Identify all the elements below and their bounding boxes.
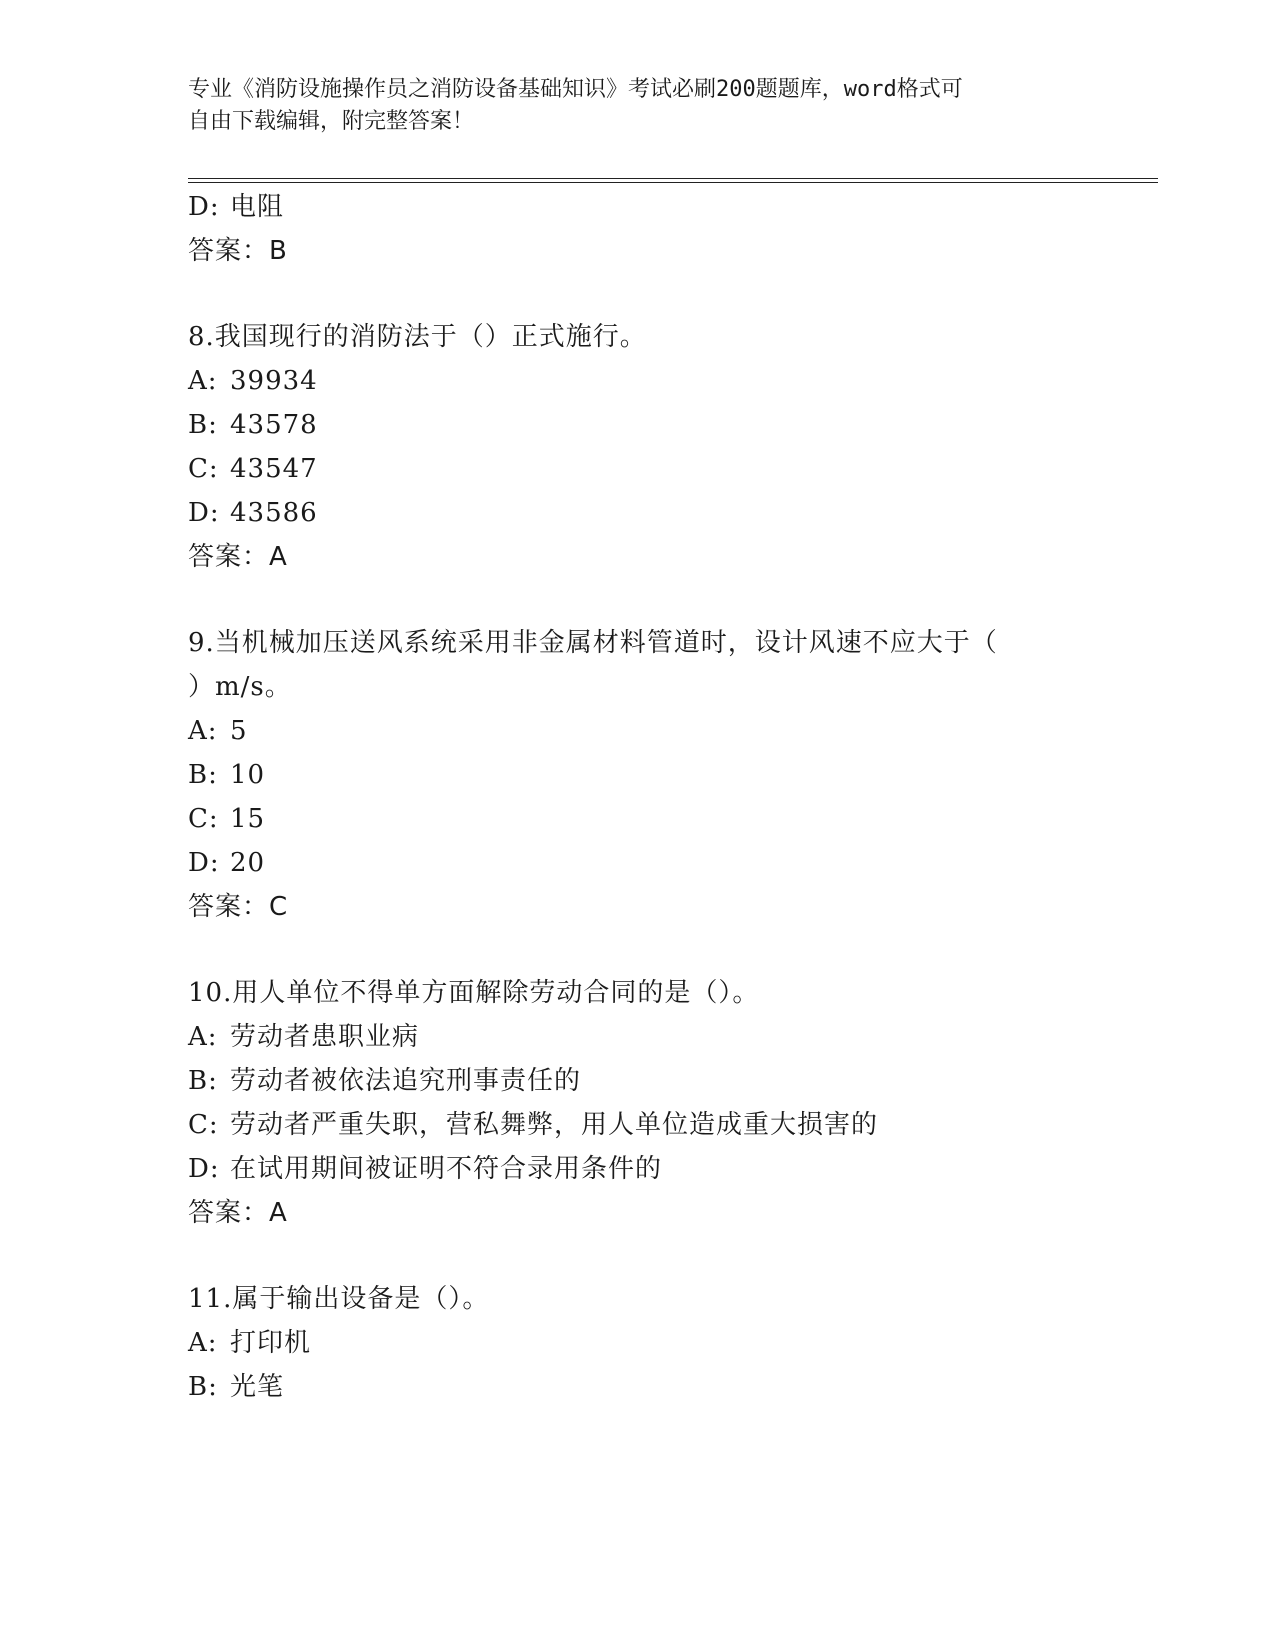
document-header xyxy=(188,74,1068,138)
header-title-line-1: 专业《消防设施操作员之消防设备基础知识》考试必刷200题题库，word格式可 xyxy=(188,77,963,102)
question-10-option-d xyxy=(188,1152,662,1186)
header-divider-bottom xyxy=(188,182,1158,183)
option-text: 在试用期间被证明不符合录用条件的 xyxy=(230,1154,663,1184)
question-10-stem: 10.用人单位不得单方面解除劳动合同的是（）。 xyxy=(188,978,760,1008)
question-10-option-c xyxy=(188,1108,878,1142)
question-8-option-d xyxy=(188,496,318,530)
question-8-stem: 8.我国现行的消防法于（）正式施行。 xyxy=(188,322,647,352)
question-9-option-a xyxy=(188,714,248,748)
option-text: 43547 xyxy=(230,454,318,484)
option-text: 15 xyxy=(230,804,266,834)
option-key: A: xyxy=(188,1328,218,1358)
option-key: D: xyxy=(188,192,220,222)
prev-answer: 答案：B xyxy=(188,236,288,266)
question-9-option-d xyxy=(188,846,265,880)
option-key: A: xyxy=(188,716,218,746)
option-text: 劳动者患职业病 xyxy=(230,1022,420,1052)
option-text: 39934 xyxy=(230,366,318,396)
option-text: 光笔 xyxy=(230,1372,285,1402)
option-key: C: xyxy=(188,1110,219,1140)
option-key: B: xyxy=(188,410,218,440)
question-11-stem: 11.属于输出设备是（）。 xyxy=(188,1284,490,1314)
option-key: B: xyxy=(188,1372,218,1402)
option-key: D: xyxy=(188,848,220,878)
option-key: D: xyxy=(188,1154,220,1184)
question-9-answer: 答案：C xyxy=(188,892,289,922)
question-9-option-c xyxy=(188,802,265,836)
option-key: C: xyxy=(188,804,219,834)
prev-option-d xyxy=(188,190,284,224)
option-key: C: xyxy=(188,454,219,484)
option-text: 电阻 xyxy=(230,192,285,222)
option-text: 打印机 xyxy=(230,1328,312,1358)
question-9-stem-continued: ）m/s。 xyxy=(188,672,292,702)
option-text: 5 xyxy=(230,716,248,746)
question-10-option-b xyxy=(188,1064,581,1098)
option-key: B: xyxy=(188,1066,218,1096)
question-8-option-c xyxy=(188,452,318,486)
question-8-option-b xyxy=(188,408,318,442)
option-key: D: xyxy=(188,498,220,528)
option-key: A: xyxy=(188,366,218,396)
option-text: 劳动者被依法追究刑事责任的 xyxy=(230,1066,582,1096)
option-text: 43586 xyxy=(230,498,318,528)
question-11-option-b xyxy=(188,1370,284,1404)
option-key: A: xyxy=(188,1022,218,1052)
option-text: 43578 xyxy=(230,410,318,440)
question-10-answer: 答案：A xyxy=(188,1198,288,1228)
question-8-answer: 答案：A xyxy=(188,542,288,572)
header-divider-top xyxy=(188,178,1158,179)
option-key: B: xyxy=(188,760,218,790)
option-text: 10 xyxy=(230,760,266,790)
question-11-option-a xyxy=(188,1326,311,1360)
question-9-stem: 9.当机械加压送风系统采用非金属材料管道时，设计风速不应大于（ xyxy=(188,628,998,658)
option-text: 20 xyxy=(230,848,266,878)
question-10-option-a xyxy=(188,1020,419,1054)
option-text: 劳动者严重失职，营私舞弊，用人单位造成重大损害的 xyxy=(230,1110,879,1140)
header-title-line-2: 自由下载编辑，附完整答案！ xyxy=(188,109,475,134)
question-8-option-a xyxy=(188,364,318,398)
question-9-option-b xyxy=(188,758,265,792)
